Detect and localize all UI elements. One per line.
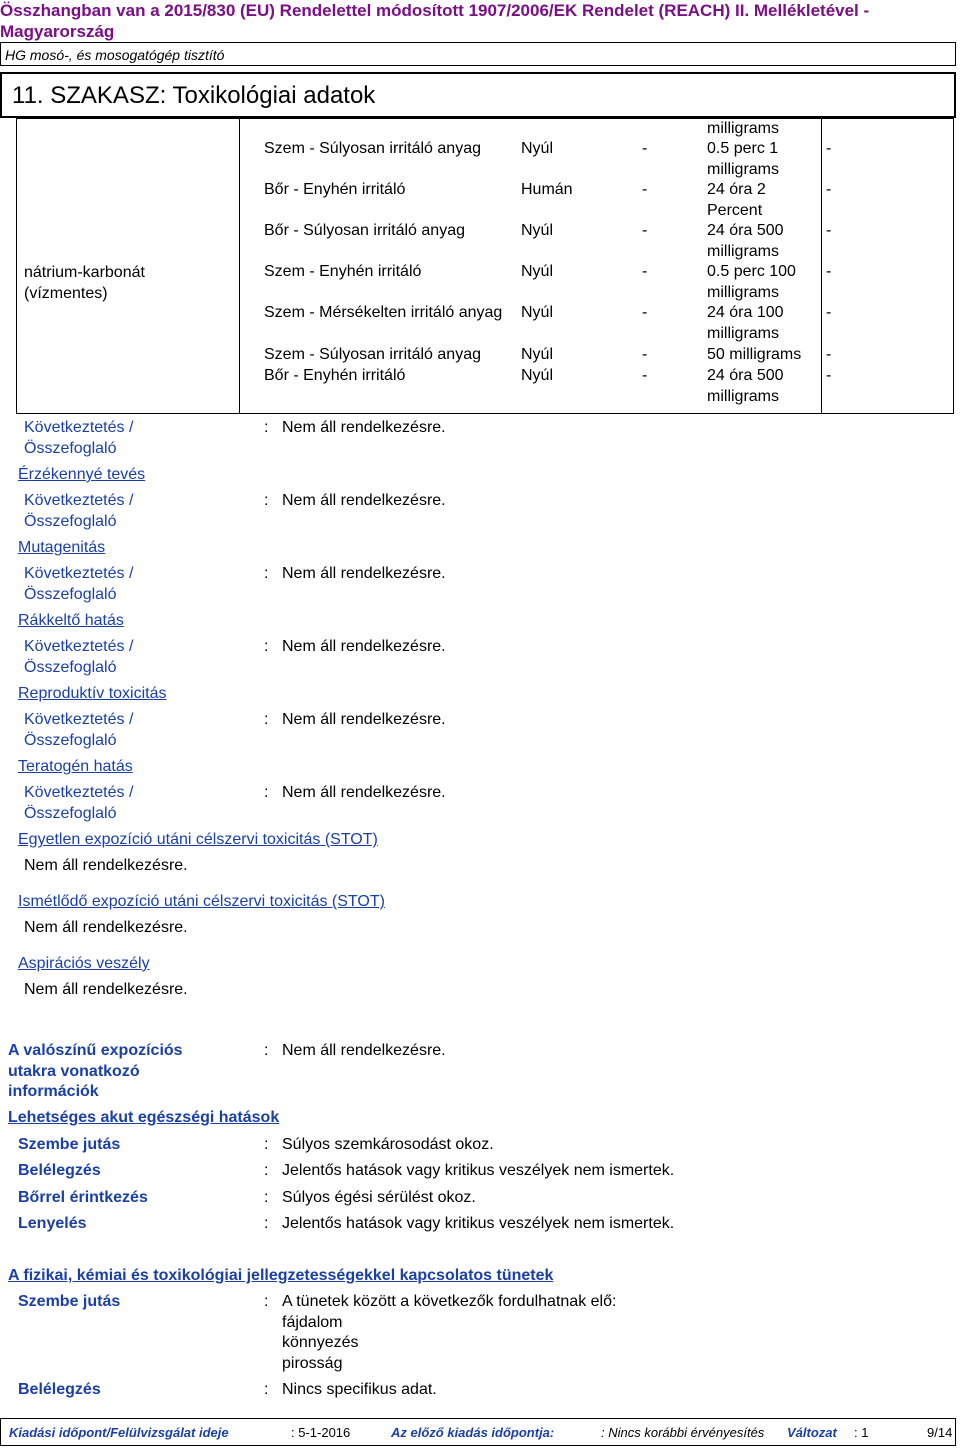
cell-species: Nyúl (521, 346, 554, 363)
footer-version-label: Változat (787, 1425, 837, 1440)
symptoms-heading: A fizikai, kémiai és toxikológiai jellegzetességekkel kapcsolatos tünetek (8, 1267, 554, 1284)
cell-effect: Bőr - Enyhén irritáló (264, 367, 406, 384)
footer-prev-label: Az előző kiadás időpontja: (391, 1425, 555, 1440)
cell-duration: 24 óra 500 milligrams (707, 367, 784, 405)
symptoms-inhalation-colon: : (264, 1381, 269, 1398)
cell-species: Nyúl (521, 222, 554, 239)
cell-remark: - (826, 367, 832, 384)
cell-effect: Bőr - Súlyosan irritáló anyag (264, 222, 465, 239)
cell-species: Nyúl (521, 304, 554, 321)
footer-page: 9/14 (927, 1425, 953, 1440)
footer-prev-value: : Nincs korábbi érvényesítés (601, 1425, 765, 1440)
symptoms-eye-colon: : (264, 1293, 269, 1310)
cell-effect: Szem - Enyhén irritáló (264, 263, 422, 280)
summary-value: Nem áll rendelkezésre. (282, 638, 446, 655)
exposure-routes-colon: : (264, 1042, 269, 1059)
symptom-item: könnyezés (282, 1334, 359, 1352)
stot-single-heading: Egyetlen expozíció utáni célszervi toxicitás (STOT) (18, 831, 378, 848)
summary-label: Következtetés / Összefoglaló (24, 638, 134, 676)
acute-effect-value: Jelentős hatások vagy kritikus veszélyek nem ismertek. (282, 1162, 675, 1180)
exposure-routes-label: A valószínű expozíciós utakra vonatkozó információk (8, 1042, 183, 1101)
cell-species: Nyúl (521, 140, 554, 157)
summary-value: Nem áll rendelkezésre. (282, 492, 446, 509)
symptom-item: fájdalom (282, 1313, 343, 1331)
cell-effect: Bőr - Enyhén irritáló (264, 181, 406, 198)
cell-duration: 24 óra 500 milligrams (707, 222, 784, 260)
summary-colon: : (264, 565, 269, 582)
acute-effect-label: Lenyelés (18, 1214, 87, 1232)
symptoms-inhalation-label: Belélegzés (18, 1381, 101, 1398)
cell-remark: - (826, 140, 832, 157)
symptoms-inhalation-value: Nincs specifikus adat. (282, 1381, 437, 1398)
cell-remark: - (826, 346, 832, 363)
cell-method: - (642, 367, 648, 384)
stot-repeated-value: Nem áll rendelkezésre. (24, 919, 188, 936)
footer (0, 1418, 956, 1446)
substance-name: nátrium-karbonát (vízmentes) (24, 264, 145, 302)
cell-duration: 50 milligrams (707, 346, 802, 363)
acute-effect-value: Súlyos szemkárosodást okoz. (282, 1136, 494, 1153)
footer-issue-label: Kiadási időpont/Felülvizsgálat ideje (9, 1425, 229, 1440)
summary-label: Következtetés / Összefoglaló (24, 711, 134, 749)
summary-colon: : (264, 711, 269, 728)
cell-species: Nyúl (521, 263, 554, 280)
acute-effect-label: Szembe jutás (18, 1136, 121, 1153)
summary-heading: Érzékennyé tevés (18, 466, 146, 483)
cell-duration: 0.5 perc 100 milligrams (707, 263, 796, 301)
aspiration-value: Nem áll rendelkezésre. (24, 981, 188, 998)
summary-colon: : (264, 784, 269, 801)
summary-label: Következtetés / Összefoglaló (24, 492, 134, 530)
acute-effect-label: Bőrrel érintkezés (18, 1188, 148, 1206)
cell-method: - (642, 222, 648, 239)
acute-effect-value: Jelentős hatások vagy kritikus veszélyek nem ismertek. (282, 1214, 675, 1232)
symptoms-eye-label: Szembe jutás (18, 1293, 121, 1310)
acute-effect-colon: : (264, 1188, 269, 1206)
cell-duration: 24 óra 2 Percent (707, 181, 766, 219)
summary-label: Következtetés / Összefoglaló (24, 419, 134, 457)
symptoms-eye-intro: A tünetek között a következők fordulhatnak elő: (282, 1293, 617, 1310)
cell-effect: Szem - Mérsékelten irritáló anyag (264, 304, 503, 321)
summary-value: Nem áll rendelkezésre. (282, 711, 446, 728)
footer-issue-value: : 5-1-2016 (291, 1425, 351, 1440)
exposure-routes-value: Nem áll rendelkezésre. (282, 1042, 446, 1059)
summary-value: Nem áll rendelkezésre. (282, 419, 446, 436)
regulation-title: Összhangban van a 2015/830 (EU) Rendelettel módosított 1907/2006/EK Rendelet (REACH) II. Mellékletével - Magyarország (0, 1, 870, 41)
summary-value: Nem áll rendelkezésre. (282, 784, 446, 801)
cell-method: - (642, 346, 648, 363)
cell-method: - (642, 140, 648, 157)
cell-effect: Szem - Súlyosan irritáló anyag (264, 346, 481, 363)
cell-species: Humán (521, 181, 573, 198)
cell-remark: - (826, 181, 832, 198)
product-name: HG mosó-, és mosogatógép tisztító (0, 42, 956, 66)
cell-duration: 0.5 perc 1 milligrams (707, 140, 779, 178)
summary-colon: : (264, 492, 269, 509)
summary-colon: : (264, 419, 269, 436)
stot-single-value: Nem áll rendelkezésre. (24, 857, 188, 874)
aspiration-heading: Aspirációs veszély (18, 955, 150, 972)
summary-label: Következtetés / Összefoglaló (24, 784, 134, 822)
section-title: 11. SZAKASZ: Toxikológiai adatok (0, 72, 956, 118)
cell-effect: Szem - Súlyosan irritáló anyag (264, 140, 481, 157)
cell-method: - (642, 304, 648, 321)
footer-version-value: : 1 (854, 1425, 869, 1440)
cell-duration: 24 óra 100 milligrams (707, 304, 784, 342)
summary-heading: Teratogén hatás (18, 758, 133, 775)
cell-duration-cut: milligrams (707, 120, 779, 137)
stot-repeated-heading: Ismétlődő expozíció utáni célszervi toxicitás (STOT) (18, 893, 385, 910)
cell-remark: - (826, 304, 832, 321)
acute-effect-label: Belélegzés (18, 1162, 101, 1180)
cell-species: Nyúl (521, 367, 554, 384)
summary-heading: Mutagenitás (18, 539, 106, 556)
acute-effects-heading: Lehetséges akut egészségi hatások (8, 1109, 280, 1126)
summary-label: Következtetés / Összefoglaló (24, 565, 134, 603)
symptom-item: pirosság (282, 1354, 343, 1372)
summary-value: Nem áll rendelkezésre. (282, 565, 446, 582)
cell-remark: - (826, 263, 832, 280)
acute-effect-colon: : (264, 1162, 269, 1180)
acute-effect-colon: : (264, 1136, 269, 1153)
summary-heading: Reproduktív toxicitás (18, 685, 167, 702)
acute-effect-colon: : (264, 1214, 269, 1232)
summary-heading: Rákkeltő hatás (18, 612, 124, 629)
summary-colon: : (264, 638, 269, 655)
cell-method: - (642, 263, 648, 280)
acute-effect-value: Súlyos égési sérülést okoz. (282, 1188, 476, 1206)
cell-method: - (642, 181, 648, 198)
cell-remark: - (826, 222, 832, 239)
